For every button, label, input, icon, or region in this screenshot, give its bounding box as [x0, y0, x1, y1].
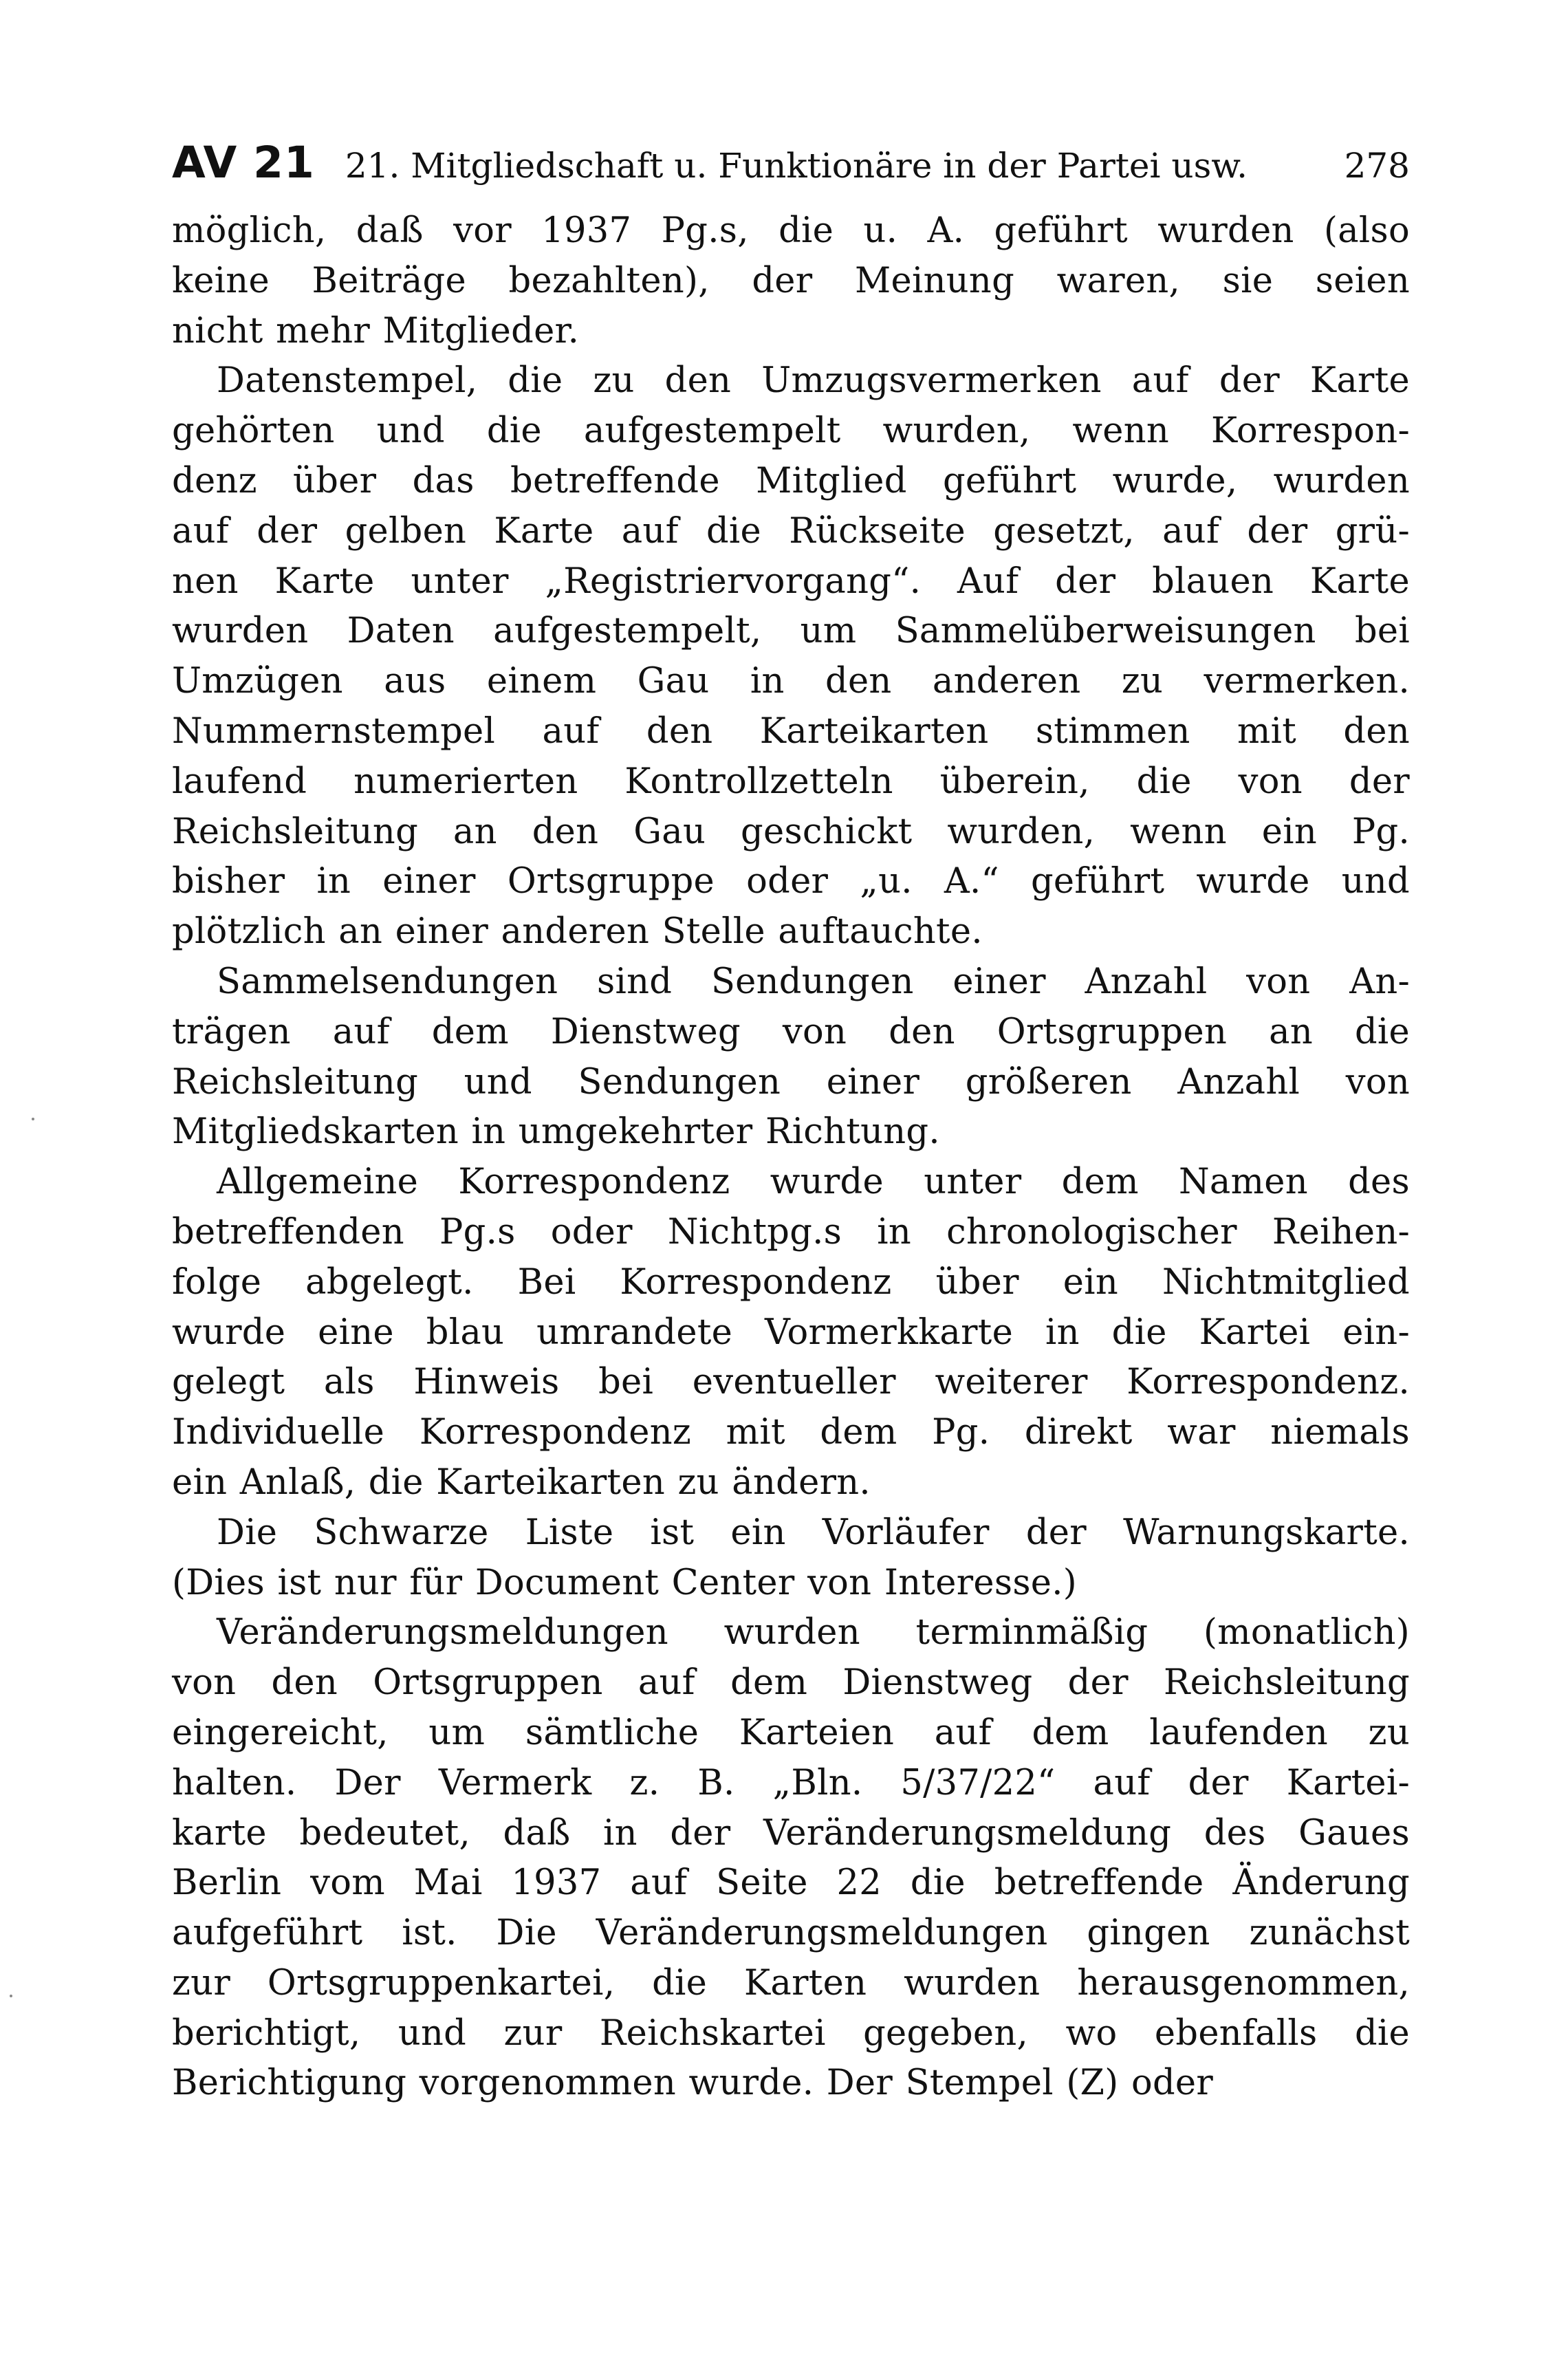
margin-speck: [32, 1118, 34, 1120]
text-line: von den Ortsgruppen auf dem Dienstweg der Reichsleitung: [172, 1662, 1410, 1704]
text-line: wurde eine blau umrandete Vormerkkarte in die Kartei ein-: [172, 1312, 1410, 1353]
text-line: (Dies ist nur für Document Center von Interesse.): [172, 1562, 1078, 1603]
text-line: aufgeführt ist. Die Veränderungsmeldungen gingen zunächst: [172, 1913, 1410, 1954]
text-line: halten. Der Vermerk z. B. „Bln. 5/37/22“ auf der Kartei-: [172, 1762, 1410, 1803]
text-line: gehörten und die aufgestempelt wurden, wenn Korrespon-: [172, 411, 1410, 452]
text-line: gelegt als Hinweis bei eventueller weiterer Korrespondenz.: [172, 1362, 1410, 1403]
text-line: zur Ortsgruppenkartei, die Karten wurden herausgenommen,: [172, 1962, 1410, 2004]
text-line: trägen auf dem Dienstweg von den Ortsgruppen an die: [172, 1011, 1410, 1052]
text-line: ein Anlaß, die Karteikarten zu ändern.: [172, 1462, 871, 1503]
text-line: Sammelsendungen sind Sendungen einer Anzahl von An-: [217, 961, 1410, 1002]
text-line: Die Schwarze Liste ist ein Vorläufer der Warnungskarte.: [217, 1512, 1410, 1553]
text-line: folge abgelegt. Bei Korrespondenz über ein Nichtmitglied: [172, 1261, 1410, 1303]
paragraph: [172, 1158, 1410, 1508]
text-line: eingereicht, um sämtliche Karteien auf dem laufenden zu: [172, 1712, 1410, 1753]
text-line: Datenstempel, die zu den Umzugsvermerken auf der Karte: [217, 360, 1410, 402]
text-line: Umzügen aus einem Gau in den anderen zu vermerken.: [172, 661, 1410, 702]
text-line: Veränderungsmeldungen wurden terminmäßig (monatlich): [217, 1612, 1410, 1653]
paragraph: [172, 1508, 1410, 1609]
text-line: nicht mehr Mitglieder.: [172, 310, 580, 351]
text-line: Reichsleitung und Sendungen einer größeren Anzahl von: [172, 1061, 1410, 1103]
section-code: AV 21: [172, 138, 315, 188]
running-header: [172, 138, 1410, 193]
text-line: Reichsleitung an den Gau geschickt wurden, wenn ein Pg.: [172, 811, 1410, 852]
text-line: berichtigt, und zur Reichskartei gegeben, wo ebenfalls die: [172, 2012, 1410, 2054]
running-title: 21. Mitgliedschaft u. Funktionäre in der Partei usw.: [345, 146, 1248, 186]
text-line: Individuelle Korrespondenz mit dem Pg. direkt war niemals: [172, 1412, 1410, 1453]
text-line: Allgemeine Korrespondenz wurde unter dem Namen des: [217, 1162, 1410, 1203]
text-line: Mitgliedskarten in umgekehrter Richtung.: [172, 1111, 940, 1153]
text-line: wurden Daten aufgestempelt, um Sammelüberweisungen bei: [172, 611, 1410, 652]
text-line: auf der gelben Karte auf die Rückseite gesetzt, auf der grü-: [172, 510, 1410, 552]
text-line: betreffenden Pg.s oder Nichtpg.s in chronologischer Reihen-: [172, 1211, 1410, 1252]
text-line: nen Karte unter „Registriervorgang“. Auf der blauen Karte: [172, 561, 1410, 602]
page-number: 278: [1344, 146, 1410, 186]
text-line: keine Beiträge bezahlten), der Meinung waren, sie seien: [172, 260, 1410, 301]
paragraph: [172, 1608, 1410, 2109]
paragraph: [172, 957, 1410, 1158]
text-line: denz über das betreffende Mitglied geführt wurde, wurden: [172, 460, 1410, 501]
text-line: Berlin vom Mai 1937 auf Seite 22 die betreffende Änderung: [172, 1863, 1410, 1904]
body-text: [172, 206, 1410, 2109]
text-line: karte bedeutet, daß in der Veränderungsmeldung des Gaues: [172, 1812, 1410, 1854]
text-line: bisher in einer Ortsgruppe oder „u. A.“ geführt wurde und: [172, 861, 1410, 902]
text-line: möglich, daß vor 1937 Pg.s, die u. A. geführt wurden (also: [172, 210, 1410, 251]
text-line: Berichtigung vorgenommen wurde. Der Stempel (Z) oder: [172, 2063, 1214, 2104]
text-line: Nummernstempel auf den Karteikarten stimmen mit den: [172, 710, 1410, 752]
text-line: laufend numerierten Kontrollzetteln überein, die von der: [172, 761, 1410, 802]
margin-speck: [10, 1995, 12, 1997]
paragraph: [172, 356, 1410, 957]
text-line: plötzlich an einer anderen Stelle auftauchte.: [172, 911, 983, 953]
paragraph: [172, 206, 1410, 356]
